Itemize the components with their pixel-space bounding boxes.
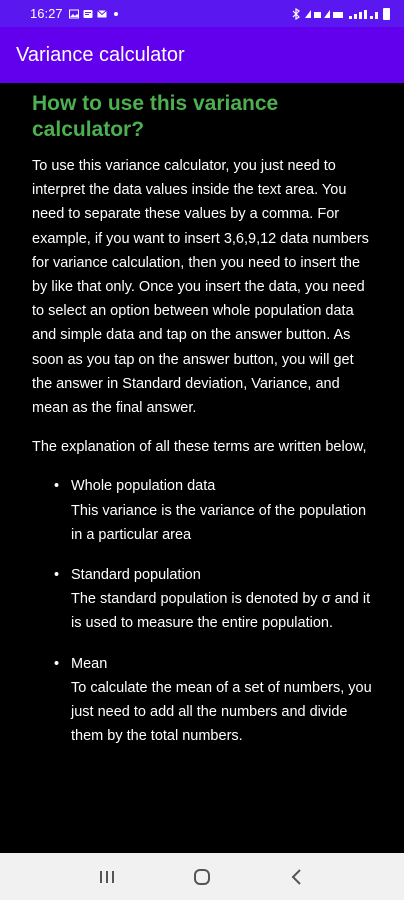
term-body: To calculate the mean of a set of numbers, you just need to add all the numbers and divide them by the total numbers.: [71, 679, 372, 745]
notification-icons: [69, 9, 121, 19]
status-right: [291, 8, 390, 20]
battery-icon: [383, 8, 390, 20]
back-icon: [290, 868, 304, 886]
term-body: The standard population is denoted by σ and it is used to measure the entire population.: [71, 591, 371, 632]
app-title: Variance calculator: [16, 43, 185, 66]
status-time: 16:27: [30, 6, 63, 21]
home-button[interactable]: [187, 862, 217, 892]
recent-apps-button[interactable]: [92, 862, 122, 892]
bluetooth-icon: [291, 8, 301, 20]
recent-apps-icon: [98, 869, 116, 885]
mail-icon: [97, 9, 107, 19]
term-body: This variance is the variance of the population in a particular area: [71, 502, 367, 543]
help-panel: [16, 83, 388, 853]
system-nav-bar: [0, 853, 404, 900]
network-icons: [305, 8, 345, 20]
term-title: Mean: [71, 655, 108, 672]
list-item: [54, 563, 372, 636]
list-item: [54, 652, 372, 749]
help-heading: How to use this variance calculator?: [32, 92, 279, 141]
app-bar: [0, 27, 404, 83]
messenger-icon: [83, 9, 93, 19]
help-paragraph-2: The explanation of all these terms are written below,: [32, 439, 367, 456]
home-icon: [192, 867, 212, 887]
help-paragraph-1: To use this variance calculator, you just need to interpret the data values inside the text area. You need to separate these values by a comma. For example, if you want to insert 3,6,9,12 data numbers for variance calculation, then you need to insert the by like that only. Once you insert the data, you need to select an option between whole population data and simple data and tap on the answer button. As soon as you tap on the answer button, you will get the answer in Standard deviation, Variance, and mean as the final answer.: [32, 158, 369, 417]
content-scroll-area[interactable]: [0, 83, 404, 853]
terms-list: [54, 474, 372, 748]
status-bar: [0, 0, 404, 27]
term-title: Standard population: [71, 567, 201, 584]
signal-icon: [349, 8, 379, 20]
back-button[interactable]: [282, 862, 312, 892]
list-item: [54, 474, 372, 547]
dot-icon: [111, 9, 121, 19]
term-title: Whole population data: [71, 478, 216, 495]
status-left: [30, 6, 121, 21]
gallery-icon: [69, 9, 79, 19]
